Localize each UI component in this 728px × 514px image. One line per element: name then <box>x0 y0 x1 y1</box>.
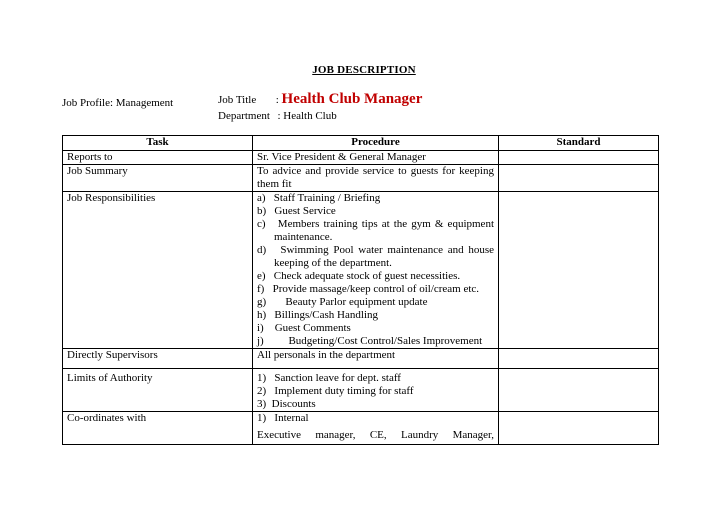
list-item: 1) Internal <box>257 412 309 424</box>
task-cell: Directly Supervisors <box>63 349 253 369</box>
list-item: e) Check adequate stock of guest necessities. <box>257 270 461 282</box>
task-cell: Job Summary <box>63 165 253 192</box>
department-value: : Health Club <box>277 110 337 122</box>
department-label: Department <box>218 110 270 122</box>
standard-cell <box>499 151 659 165</box>
job-profile <box>62 96 173 110</box>
column-header-standard: Standard <box>499 136 659 151</box>
list-item: a) Staff Training / Briefing <box>257 192 381 204</box>
table-row <box>63 192 659 349</box>
procedure-cell <box>253 369 499 412</box>
job-title <box>218 92 422 107</box>
column-header-procedure: Procedure <box>253 136 499 151</box>
table-row <box>63 412 659 445</box>
procedure-cell <box>253 412 499 445</box>
job-profile-label: Job Profile: <box>62 97 114 109</box>
list-item: b) Guest Service <box>257 205 336 217</box>
table-row <box>63 349 659 369</box>
procedure-cell: To advice and provide service to guests for keeping them fit <box>253 165 499 192</box>
list-item: c) Members training tips at the gym & equipment maintenance. <box>257 218 494 243</box>
list-item: 1) Sanction leave for dept. staff <box>257 372 401 384</box>
table-row <box>63 369 659 412</box>
list-item: i) Guest Comments <box>257 322 351 334</box>
procedure-cell: Sr. Vice President & General Manager <box>253 151 499 165</box>
job-title-value: Health Club Manager <box>281 91 423 107</box>
table-row <box>63 165 659 192</box>
list-item: 3) Discounts <box>257 398 316 410</box>
department <box>218 109 337 123</box>
authority-list <box>257 372 494 411</box>
task-cell: Job Responsibilities <box>63 192 253 349</box>
standard-cell <box>499 192 659 349</box>
list-item: f) Provide massage/keep control of oil/cream etc. <box>257 283 480 295</box>
list-item: h) Billings/Cash Handling <box>257 309 378 321</box>
procedure-cell <box>253 192 499 349</box>
job-description-table <box>62 135 659 445</box>
responsibilities-list <box>257 192 494 348</box>
task-cell: Co-ordinates with <box>63 412 253 445</box>
procedure-cell: All personals in the department <box>253 349 499 369</box>
list-item: j) Budgeting/Cost Control/Sales Improvement <box>257 335 483 347</box>
standard-cell <box>499 369 659 412</box>
list-item: 2) Implement duty timing for staff <box>257 385 414 397</box>
job-title-separator: : <box>275 94 279 106</box>
job-profile-value: Management <box>115 97 174 109</box>
standard-cell <box>499 165 659 192</box>
table-header-row <box>63 136 659 151</box>
job-title-label: Job Title <box>218 94 257 106</box>
column-header-task: Task <box>63 136 253 151</box>
standard-cell <box>499 349 659 369</box>
table-row <box>63 151 659 165</box>
standard-cell <box>499 412 659 445</box>
task-cell: Reports to <box>63 151 253 165</box>
task-cell: Limits of Authority <box>63 369 253 412</box>
list-item: Executive manager, CE, Laundry Manager, <box>257 429 494 441</box>
document-title: JOB DESCRIPTION <box>312 64 416 76</box>
list-item: d) Swimming Pool water maintenance and house keeping of the department. <box>257 244 494 269</box>
list-item: g) Beauty Parlor equipment update <box>257 296 428 308</box>
